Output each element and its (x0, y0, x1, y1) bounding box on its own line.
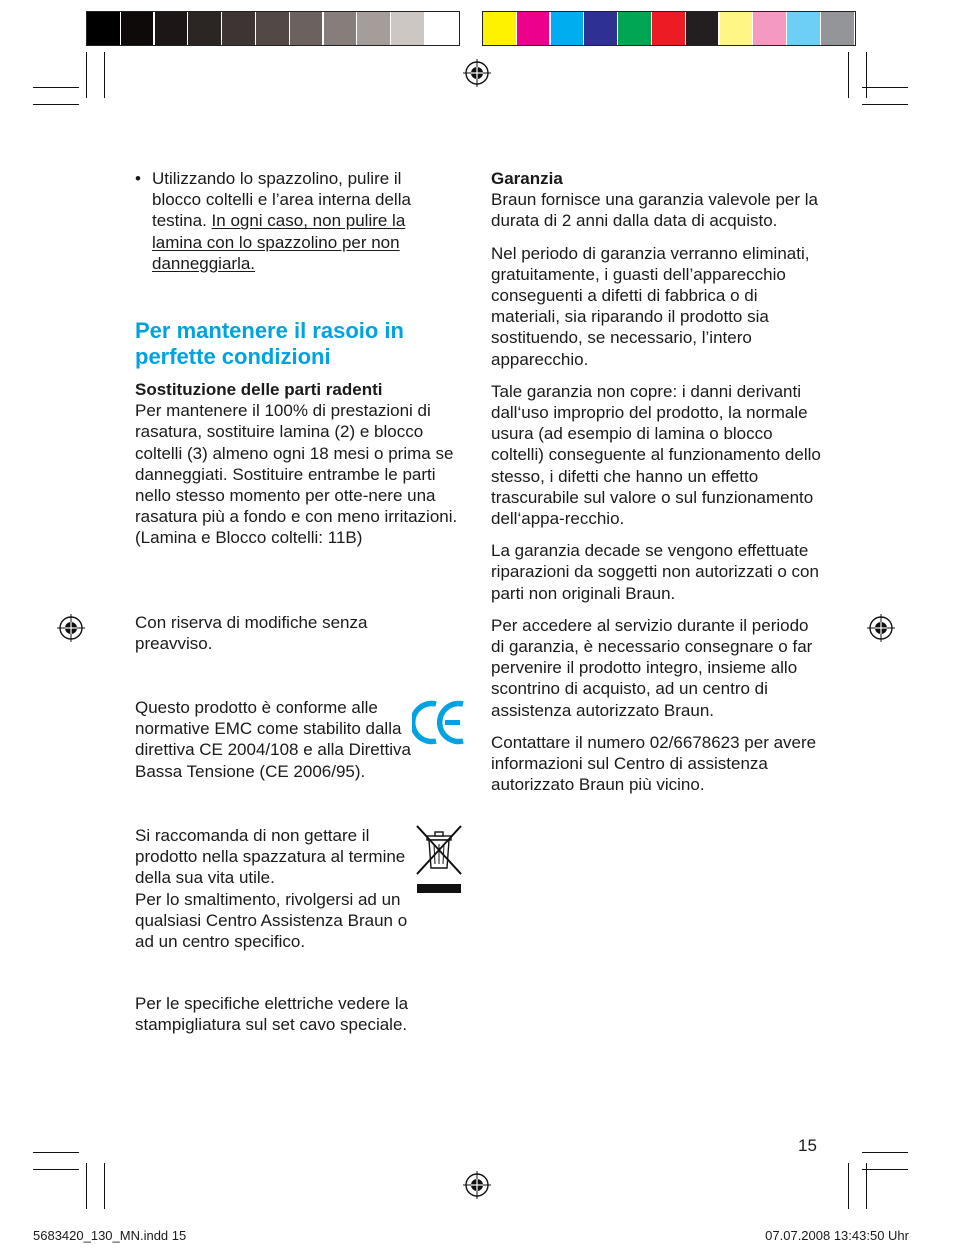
registration-mark-icon (57, 614, 85, 642)
color-swatch (720, 12, 753, 45)
color-swatch (391, 12, 424, 45)
color-swatch (821, 12, 854, 45)
crossed-out-bin-icon (416, 824, 462, 896)
warranty-paragraph: Nel periodo di garanzia verranno eliminati, gratuitamente, i guasti dell’apparecchio conseguenti a difetti di fabbrica o di materiali, sia riparando il prodotto sia sostituendo, se necessario, l’intero apparecchio. (491, 243, 810, 369)
color-swatch (618, 12, 651, 45)
slug-timestamp: 07.07.2008 13:43:50 Uhr (765, 1228, 909, 1243)
ce-mark-icon (412, 699, 464, 746)
warranty-paragraph: Tale garanzia non copre: i danni derivanti dall‘uso improprio del prodotto, la normale usura (ad esempio di lamina o blocco coltelli) conseguente al funzionamento dello stesso, i difetti che hanno un effetto trascurabile sul valore o sul funzionamento dell‘appa-recchio. (491, 381, 821, 529)
color-swatch (121, 12, 154, 45)
color-swatch (155, 12, 188, 45)
sub-heading: Sostituzione delle parti radenti (135, 380, 383, 399)
disposal-section (135, 825, 410, 952)
color-swatch (87, 12, 120, 45)
color-swatch (188, 12, 221, 45)
color-swatch (324, 12, 357, 45)
color-swatch (551, 12, 584, 45)
ce-text: Questo prodotto è conforme alle normative EMC come stabilito dalla direttiva CE 2004/108 e alla Direttiva Bassa Tensione (CE 2006/95). (135, 698, 411, 781)
color-swatch (357, 12, 390, 45)
color-swatch (517, 12, 550, 45)
warranty-heading: Garanzia (491, 169, 563, 188)
registration-mark-icon (463, 1171, 491, 1199)
warranty-paragraph: La garanzia decade se vengono effettuate riparazioni da soggetti non autorizzati o con parti non originali Braun. (491, 541, 819, 603)
bullet-warning-underlined: In ogni caso, non pulire la lamina con lo spazzolino per non danneggiarla. (152, 211, 406, 273)
color-swatch (584, 12, 617, 45)
color-swatch (290, 12, 323, 45)
cleaning-bullet (135, 168, 450, 274)
replacement-section (135, 379, 465, 549)
warranty-paragraph: Braun fornisce una garanzia valevole per la durata di 2 anni dalla data di acquisto. (491, 190, 818, 231)
replacement-text: Per mantenere il 100% di prestazioni di rasatura, sostituire lamina (2) e blocco coltelli (3) almeno ogni 18 mesi o prima se danneggiati. Sostituire entrambe le parti nello stesso momento per otte-nere una rasatura più a fondo e con meno irritazioni. (135, 401, 458, 527)
color-swatch (686, 12, 719, 45)
color-swatch (787, 12, 820, 45)
registration-mark-icon (867, 614, 895, 642)
color-swatch (652, 12, 685, 45)
warranty-contact-paragraph: Contattare il numero 02/6678623 per avere informazioni sul Centro di assistenza autorizzato Braun più vicino. (491, 732, 817, 795)
disposal-text-1: Si raccomanda di non gettare il prodotto nella spazzatura al termine della sua vita utile. (135, 826, 406, 888)
color-swatch (256, 12, 289, 45)
color-swatch (425, 12, 458, 45)
color-swatch (753, 12, 786, 45)
warranty-section (491, 168, 826, 795)
color-swatch (483, 12, 516, 45)
section-heading: Per mantenere il rasoio in perfette condizioni (135, 318, 404, 369)
page-number: 15 (798, 1136, 817, 1155)
bullet-symbol: • (135, 169, 141, 188)
ce-conformity-text (135, 697, 430, 782)
bullet-text: Utilizzando lo spazzolino, pulire il blocco coltelli e l’area interna della testina. (152, 169, 411, 231)
disposal-text-2: Per lo smaltimento, rivolgersi ad un qualsiasi Centro Assistenza Braun o ad un centro specifico. (135, 889, 408, 952)
slug-file-info: 5683420_130_MN.indd 15 (33, 1228, 187, 1243)
replacement-note: (Lamina e Blocco coltelli: 11B) (135, 528, 363, 548)
registration-mark-icon (463, 59, 491, 87)
electrical-spec-text: Per le specifiche elettriche vedere la stampigliatura sul set cavo speciale. (135, 994, 409, 1035)
warranty-paragraph: Per accedere al servizio durante il periodo di garanzia, è necessario consegnare o far pervenire il prodotto integro, insieme allo scontrino di acquisto, ad un centro di assistenza autorizzato Braun. (491, 615, 813, 720)
modifications-text: Con riserva di modifiche senza preavviso. (135, 613, 368, 654)
color-swatch (222, 12, 255, 45)
